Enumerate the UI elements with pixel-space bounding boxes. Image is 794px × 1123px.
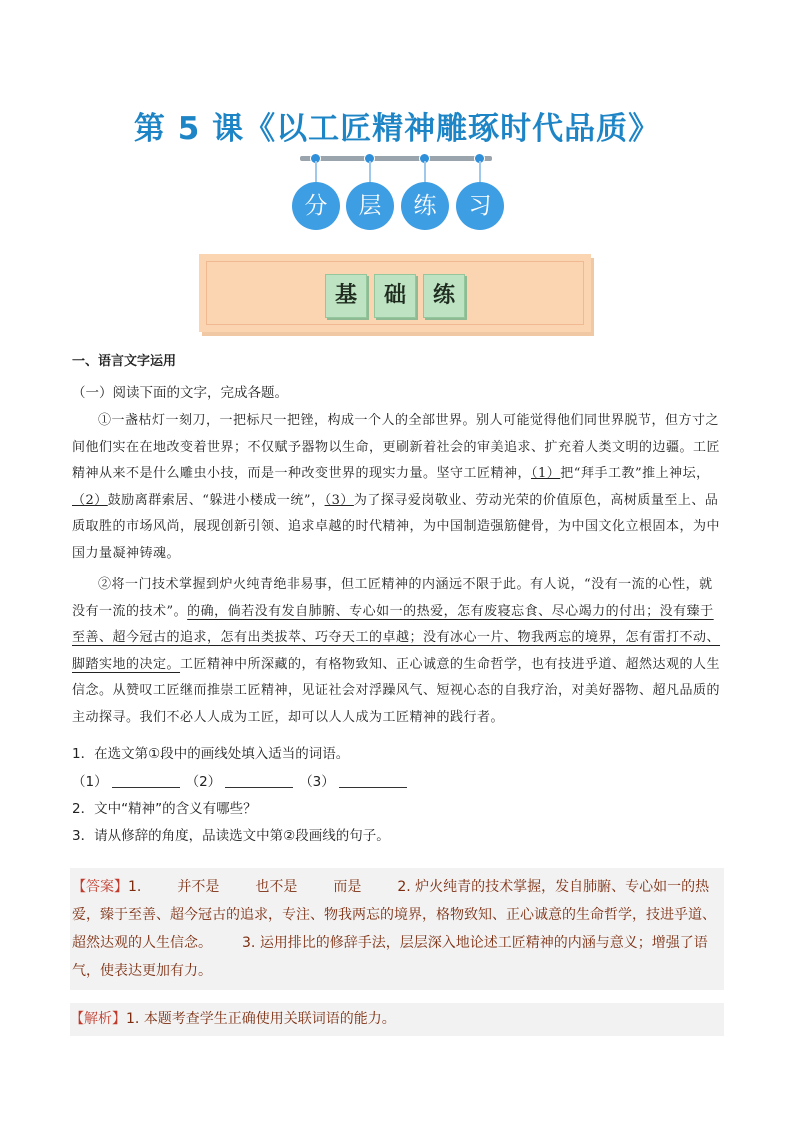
answer-blank-3[interactable] (339, 774, 407, 788)
paragraph-1: ①一盏枯灯一刻刀，一把标尺一把锉，构成一个人的全部世界。别人可能觉得他们同世界脱节，但方寸之间他们实在在地改变着世界；不仅赋予器物以生命，更刷新着社会的审美追求、扩充着人类文明的边疆。工匠精神从来不是什么雕虫小技，而是一种改变世界的现实力量。坚守工匠精神，（1）把“拜手工教”推上神坛，（2）鼓励离群索居、“躲进小楼成一统”，（3）为了探寻爱岗敬业、劳动光荣的价值原色，高树质量至上、品质取胜的市场风尚，展现创新引领、追求卓越的时代精神，为中国制造强筋健骨，为中国文化立根固本，为中国力量凝神铸魂。 (72, 413, 721, 561)
answer-tag: 【答案】 (72, 879, 128, 895)
connector-line (424, 161, 426, 183)
decorative-bar (300, 156, 492, 161)
analysis-tag: 【解析】 (70, 1011, 126, 1027)
question-1-blanks: （1） （2） （3） (72, 770, 413, 790)
blank-marker-3: （3） (324, 492, 354, 508)
banner-char: 基 (325, 274, 367, 318)
underlined-sentence: 的确，倘若没有发自肺腑、专心如一的热爱，怎有废寝忘食、尽心竭力的付出；没有臻于至善、超今冠古的追求，怎有出类拔萃、巧夺天工的卓越；没有冰心一片、物我两忘的境界，怎有雷打不动、脚踏实地的决定。 (72, 603, 721, 672)
answer-blank-1[interactable] (112, 774, 180, 788)
page-title: 第 5 课《以工匠精神雕琢时代品质》 (133, 111, 661, 147)
connector-line (315, 161, 317, 183)
connector-line (479, 161, 481, 183)
section-banner (199, 254, 591, 332)
answer-blank-2[interactable] (225, 774, 293, 788)
blank-marker-1: （1） (531, 466, 561, 481)
paragraph-2: ②将一门技术掌握到炉火纯青绝非易事，但工匠精神的内涵远不限于此。有人说，“没有一流的心性，就没有一流的技术”。的确，倘若没有发自肺腑、专心如一的热爱，怎有废寝忘食、尽心竭力的付出；没有臻于至善、超今冠古的追求，怎有出类拔萃、巧夺天工的卓越；没有冰心一片、物我两忘的境界，怎有雷打不动、脚踏实地的决定。工匠精神中所深藏的，有格物致知、正心诚意的生命哲学，也有技进乎道、超然达观的人生信念。从赞叹工匠继而推崇工匠精神，见证社会对浮躁风气、短视心态的自我疗治，对美好器物、超凡品质的主动探寻。我们不必人人成为工匠，却可以人人成为工匠精神的践行者。 (72, 577, 721, 725)
question-3: 3．请从修辞的角度，品读选文中第②段画线的句子。 (72, 828, 390, 844)
banner-char: 练 (423, 274, 465, 318)
badge-lian: 练 (401, 182, 449, 230)
badge-ceng: 层 (346, 182, 394, 230)
section-heading: 一、语言文字运用 (72, 354, 177, 369)
question-1: 1．在选文第①段中的画线处填入适当的词语。 (72, 746, 350, 762)
badge-fen: 分 (292, 182, 340, 230)
answer-text: 【答案】1. 并不是 也不是 而是 2. 炉火纯青的技术掌握，发自肺腑、专心如一的热爱，臻于至善、超今冠古的追求，专注、物我两忘的境界，格物致知、正心诚意的生命哲学，技进乎道、超然达观的人生信念。 3. 运用排比的修辞手法，层层深入地论述工匠精神的内涵与意义；增强了语气，使表达更加有力。 (72, 879, 716, 979)
badge-xi: 习 (456, 182, 504, 230)
analysis-box: 【解析】1. 本题考查学生正确使用关联词语的能力。 (70, 1003, 724, 1036)
reading-intro: （一）阅读下面的文字，完成各题。 (72, 385, 288, 401)
blank-marker-2: （2） (72, 492, 108, 508)
banner-char: 础 (374, 274, 416, 318)
question-2: 2．文中“精神”的含义有哪些？ (72, 801, 257, 817)
connector-line (369, 161, 371, 183)
